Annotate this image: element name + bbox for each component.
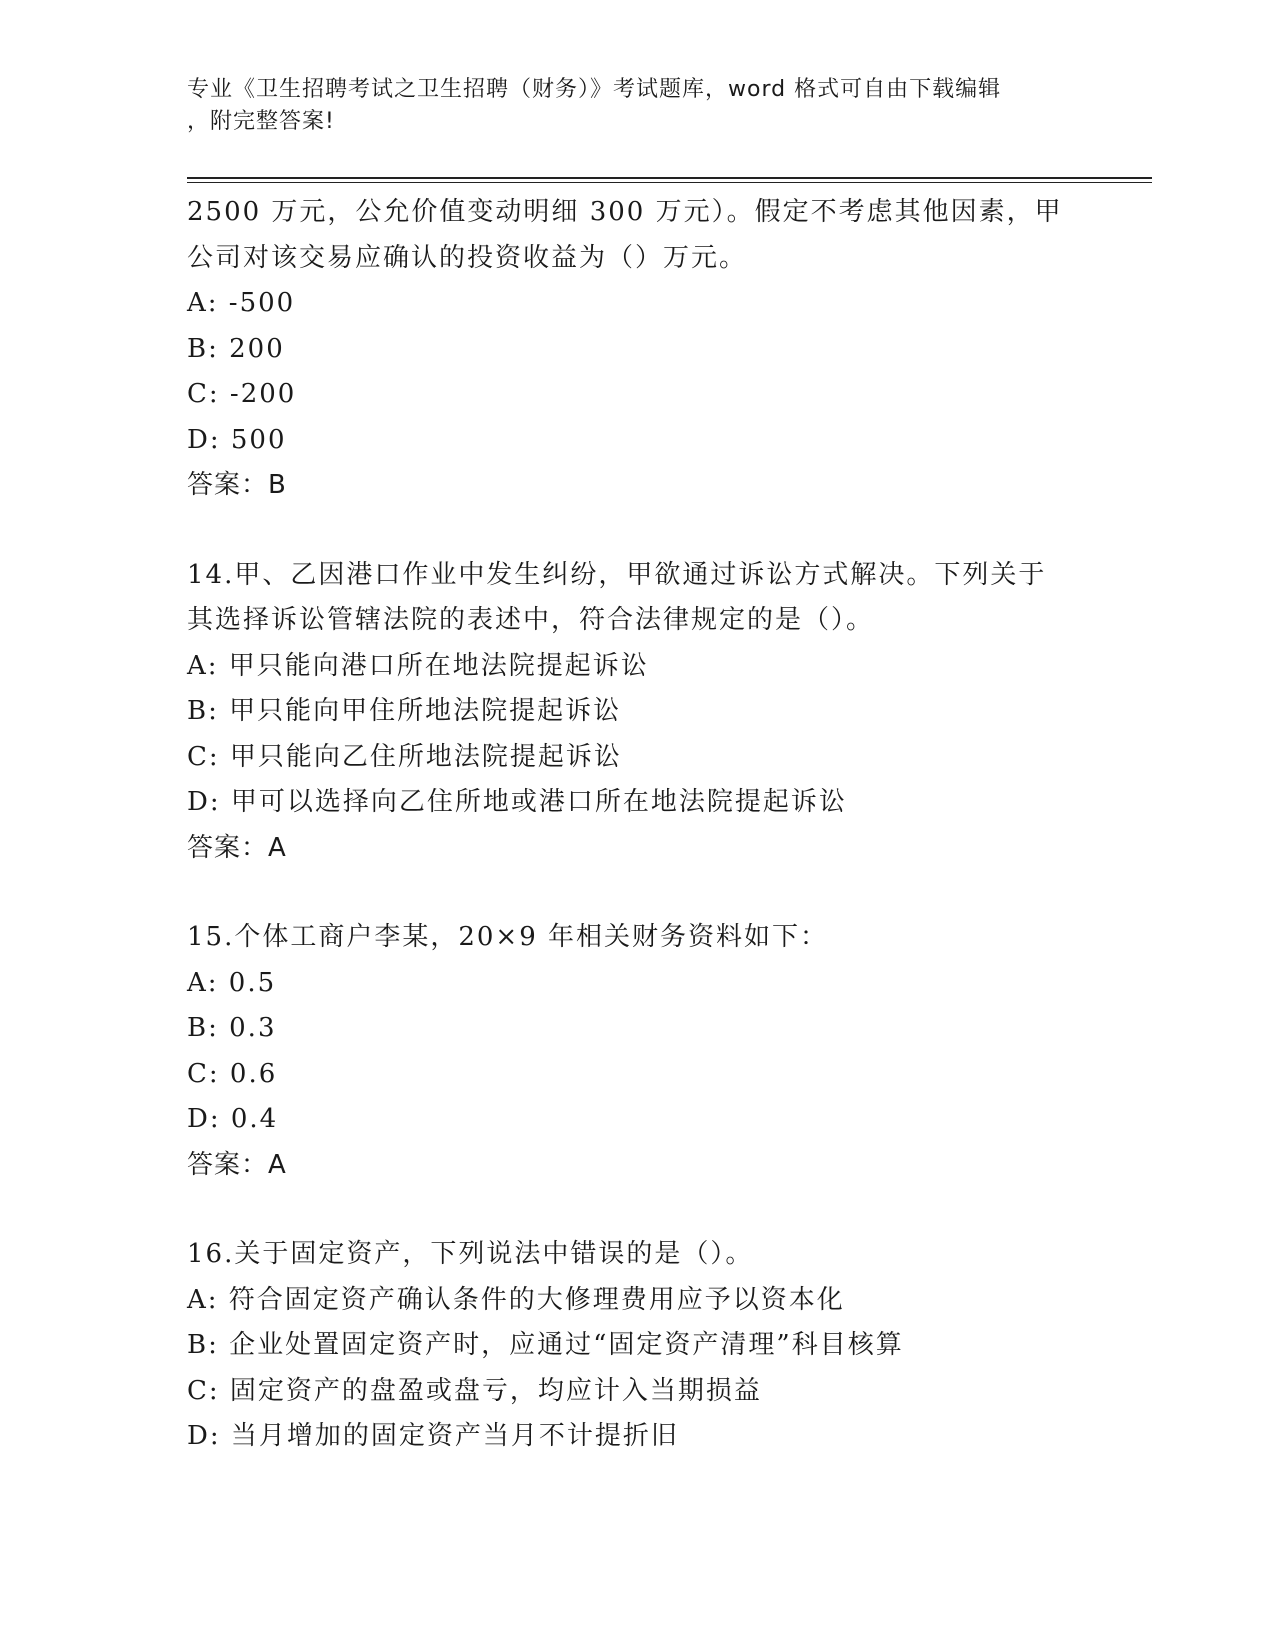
option-b: B: 200 [187,333,285,364]
header-line-1: 专业《卫生招聘考试之卫生招聘（财务）》考试题库，word 格式可自由下载编辑 [187,77,1002,102]
question-14 [187,553,1087,872]
question-15 [187,915,1087,1188]
question-spacer [187,509,1087,553]
option-b: B: 企业处置固定资产时，应通过“固定资产清理”科目核算 [187,1330,904,1360]
question-stem-line: 2500 万元，公允价值变动明细 300 万元）。假定不考虑其他因素，甲 [187,197,1063,227]
question-stem-line: 16.关于固定资产，下列说法中错误的是（）。 [187,1239,754,1269]
question-stem-line: 其选择诉讼管辖法院的表述中，符合法律规定的是（）。 [187,605,875,635]
option-d: D: 0.4 [187,1104,279,1134]
option-c: C: 甲只能向乙住所地法院提起诉讼 [187,741,622,772]
header-divider-thick [187,177,1152,179]
answer-line: 答案：A [187,832,287,863]
question-stem-line: 14.甲、乙因港口作业中发生纠纷，甲欲通过诉讼方式解决。下列关于 [187,559,1047,590]
question-stem-line: 公司对该交易应确认的投资收益为（）万元。 [187,242,748,273]
document-header [187,74,1067,138]
option-b: B: 0.3 [187,1013,277,1043]
option-d: D: 甲可以选择向乙住所地或港口所在地法院提起诉讼 [187,787,847,817]
header-divider-thin [187,182,1152,183]
option-d: D: 500 [187,424,287,455]
option-a: A: 甲只能向港口所在地法院提起诉讼 [187,650,649,681]
option-a: A: -500 [187,288,296,318]
option-a: A: 符合固定资产确认条件的大修理费用应予以资本化 [187,1284,845,1315]
option-c: C: 0.6 [187,1058,278,1089]
answer-line: 答案：A [187,1149,287,1180]
question-spacer [187,1188,1087,1232]
question-13 [187,190,1087,509]
answer-line: 答案：B [187,470,287,500]
option-b: B: 甲只能向甲住所地法院提起诉讼 [187,696,622,726]
option-d: D: 当月增加的固定资产当月不计提折旧 [187,1421,679,1451]
option-c: C: -200 [187,379,297,409]
question-16 [187,1232,1087,1460]
option-c: C: 固定资产的盘盈或盘亏，均应计入当期损益 [187,1375,762,1406]
header-line-2: ，附完整答案! [187,109,335,134]
question-spacer [187,871,1087,915]
question-list [187,190,1087,1460]
question-stem-line: 15.个体工商户李某，20×9 年相关财务资料如下： [187,922,829,952]
option-a: A: 0.5 [187,967,277,998]
